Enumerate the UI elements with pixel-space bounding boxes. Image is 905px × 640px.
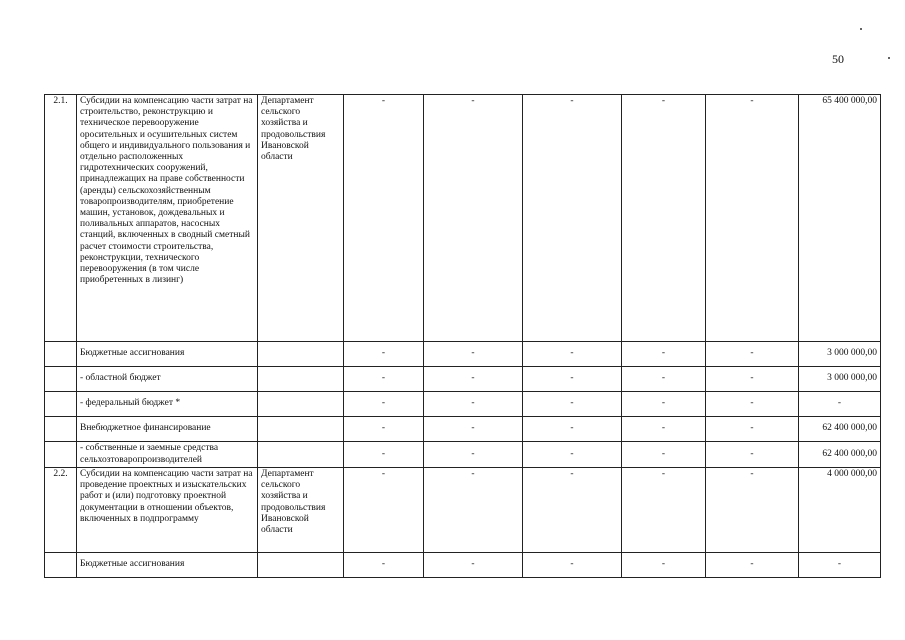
row-value: - — [622, 95, 706, 342]
table-row — [45, 367, 881, 392]
row-value: - — [344, 95, 424, 342]
row-value: - — [622, 553, 706, 578]
row-number — [45, 392, 77, 417]
row-number — [45, 417, 77, 442]
row-name: - собственные и заемные средства сельхозтоваропроизводителей — [77, 442, 258, 468]
row-value: - — [344, 342, 424, 367]
row-name: Бюджетные ассигнования — [77, 342, 258, 367]
row-value: - — [622, 367, 706, 392]
row-total: - — [799, 553, 881, 578]
row-name: Бюджетные ассигнования — [77, 553, 258, 578]
row-value: - — [706, 468, 799, 553]
row-value: - — [622, 442, 706, 468]
row-total: 3 000 000,00 — [799, 367, 881, 392]
row-value: - — [424, 95, 523, 342]
row-value: - — [706, 553, 799, 578]
row-value: - — [424, 468, 523, 553]
row-value: - — [424, 442, 523, 468]
row-name: Субсидии на компенсацию части затрат на проведение проектных и изыскательских работ и (или) подготовку проектной документации в отношении объектов, включенных в подпрограмму — [77, 468, 258, 553]
row-department — [258, 392, 344, 417]
row-value: - — [622, 468, 706, 553]
row-department — [258, 442, 344, 468]
row-value: - — [706, 342, 799, 367]
row-value: - — [523, 417, 622, 442]
row-value: - — [424, 367, 523, 392]
row-value: - — [424, 417, 523, 442]
row-value: - — [622, 392, 706, 417]
row-department — [258, 553, 344, 578]
row-value: - — [523, 392, 622, 417]
table-row — [45, 442, 881, 468]
row-value: - — [523, 553, 622, 578]
row-value: - — [344, 367, 424, 392]
row-value: - — [424, 553, 523, 578]
row-value: - — [424, 342, 523, 367]
row-value: - — [523, 342, 622, 367]
row-value: - — [344, 553, 424, 578]
row-value: - — [344, 392, 424, 417]
row-value: - — [344, 468, 424, 553]
row-department — [258, 417, 344, 442]
row-number: 2.2. — [45, 468, 77, 553]
row-department: Департамент сельского хозяйства и продовольствия Ивановской области — [258, 95, 344, 342]
row-department: Департамент сельского хозяйства и продовольствия Ивановской области — [258, 468, 344, 553]
scan-speck — [860, 28, 862, 30]
row-department — [258, 342, 344, 367]
row-number: 2.1. — [45, 95, 77, 342]
row-value: - — [622, 342, 706, 367]
row-name: Внебюджетное финансирование — [77, 417, 258, 442]
table-row — [45, 342, 881, 367]
row-department — [258, 367, 344, 392]
row-value: - — [344, 442, 424, 468]
row-total: 65 400 000,00 — [799, 95, 881, 342]
table-row — [45, 468, 881, 553]
row-value: - — [523, 442, 622, 468]
row-value: - — [706, 367, 799, 392]
table-row — [45, 392, 881, 417]
row-value: - — [706, 392, 799, 417]
row-name: - федеральный бюджет * — [77, 392, 258, 417]
row-value: - — [523, 468, 622, 553]
row-value: - — [706, 442, 799, 468]
table-row — [45, 417, 881, 442]
row-number — [45, 367, 77, 392]
row-value: - — [706, 417, 799, 442]
row-value: - — [706, 95, 799, 342]
row-name: Субсидии на компенсацию части затрат на строительство, реконструкцию и техническое перевооружение оросительных и осушительных систем общего и индивидуального пользования и отдельно расположенных гидротехнических сооружений, принадлежащих на праве собственности (аренды) сельскохозяйственным товаропроизводителям, приобретение машин, установок, дождевальных и поливальных аппаратов, насосных станций, включенных в сводный сметный расчет стоимости строительства, реконструкции, технического перевооружения (в том числе приобретенных в лизинг) — [77, 95, 258, 342]
row-total: 3 000 000,00 — [799, 342, 881, 367]
row-name: - областной бюджет — [77, 367, 258, 392]
row-value: - — [622, 417, 706, 442]
row-number — [45, 342, 77, 367]
row-value: - — [424, 392, 523, 417]
row-total: 62 400 000,00 — [799, 417, 881, 442]
table-row — [45, 553, 881, 578]
page-number: 50 — [832, 52, 844, 66]
row-number — [45, 553, 77, 578]
budget-table — [44, 94, 881, 578]
row-value: - — [523, 367, 622, 392]
row-total: 4 000 000,00 — [799, 468, 881, 553]
row-total: - — [799, 392, 881, 417]
row-number — [45, 442, 77, 468]
table-row — [45, 95, 881, 342]
row-total: 62 400 000,00 — [799, 442, 881, 468]
scan-speck — [888, 57, 890, 59]
row-value: - — [523, 95, 622, 342]
row-value: - — [344, 417, 424, 442]
